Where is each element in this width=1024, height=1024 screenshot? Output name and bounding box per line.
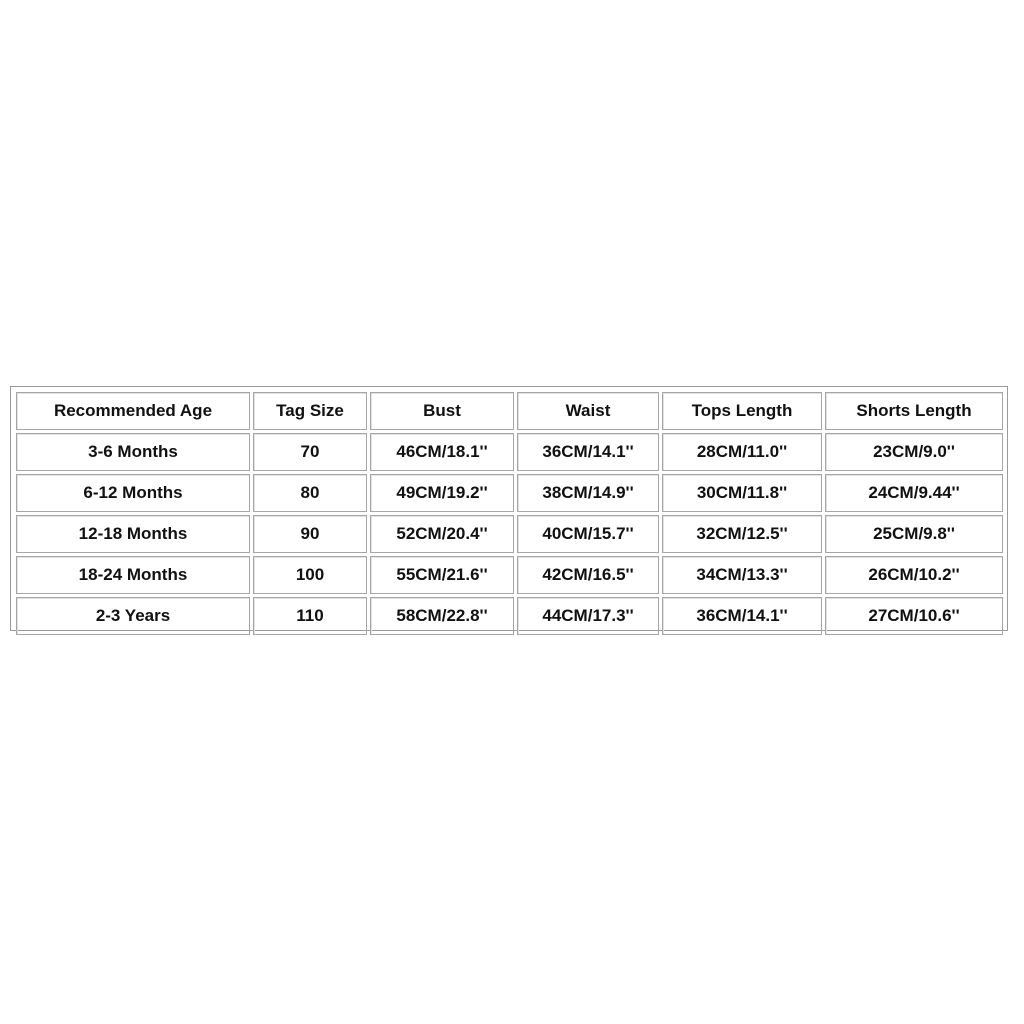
header-shorts-length: Shorts Length (825, 392, 1003, 430)
cell-recommended-age: 2-3 Years (16, 597, 250, 635)
table-row (16, 556, 1003, 594)
cell-tops-length: 28CM/11.0'' (662, 433, 822, 471)
cell-waist: 42CM/16.5'' (517, 556, 659, 594)
cell-recommended-age: 12-18 Months (16, 515, 250, 553)
cell-bust: 46CM/18.1'' (370, 433, 514, 471)
cell-shorts-length: 26CM/10.2'' (825, 556, 1003, 594)
table-row (16, 474, 1003, 512)
cell-tops-length: 36CM/14.1'' (662, 597, 822, 635)
cell-waist: 44CM/17.3'' (517, 597, 659, 635)
cell-waist: 38CM/14.9'' (517, 474, 659, 512)
header-tag-size: Tag Size (253, 392, 367, 430)
cell-shorts-length: 27CM/10.6'' (825, 597, 1003, 635)
header-row (16, 392, 1003, 430)
cell-bust: 55CM/21.6'' (370, 556, 514, 594)
cell-tag-size: 110 (253, 597, 367, 635)
header-bust: Bust (370, 392, 514, 430)
cell-shorts-length: 24CM/9.44'' (825, 474, 1003, 512)
header-waist: Waist (517, 392, 659, 430)
table-row (16, 433, 1003, 471)
header-tops-length: Tops Length (662, 392, 822, 430)
cell-tag-size: 80 (253, 474, 367, 512)
size-chart-table (13, 389, 1006, 638)
cell-recommended-age: 6-12 Months (16, 474, 250, 512)
cell-shorts-length: 23CM/9.0'' (825, 433, 1003, 471)
size-chart (10, 386, 1008, 631)
table-row (16, 597, 1003, 635)
cell-tag-size: 100 (253, 556, 367, 594)
cell-waist: 36CM/14.1'' (517, 433, 659, 471)
cell-waist: 40CM/15.7'' (517, 515, 659, 553)
cell-bust: 52CM/20.4'' (370, 515, 514, 553)
cell-recommended-age: 18-24 Months (16, 556, 250, 594)
cell-tag-size: 90 (253, 515, 367, 553)
cell-bust: 58CM/22.8'' (370, 597, 514, 635)
cell-tops-length: 30CM/11.8'' (662, 474, 822, 512)
cell-shorts-length: 25CM/9.8'' (825, 515, 1003, 553)
table-row (16, 515, 1003, 553)
cell-tops-length: 32CM/12.5'' (662, 515, 822, 553)
cell-recommended-age: 3-6 Months (16, 433, 250, 471)
cell-tops-length: 34CM/13.3'' (662, 556, 822, 594)
cell-bust: 49CM/19.2'' (370, 474, 514, 512)
cell-tag-size: 70 (253, 433, 367, 471)
header-recommended-age: Recommended Age (16, 392, 250, 430)
